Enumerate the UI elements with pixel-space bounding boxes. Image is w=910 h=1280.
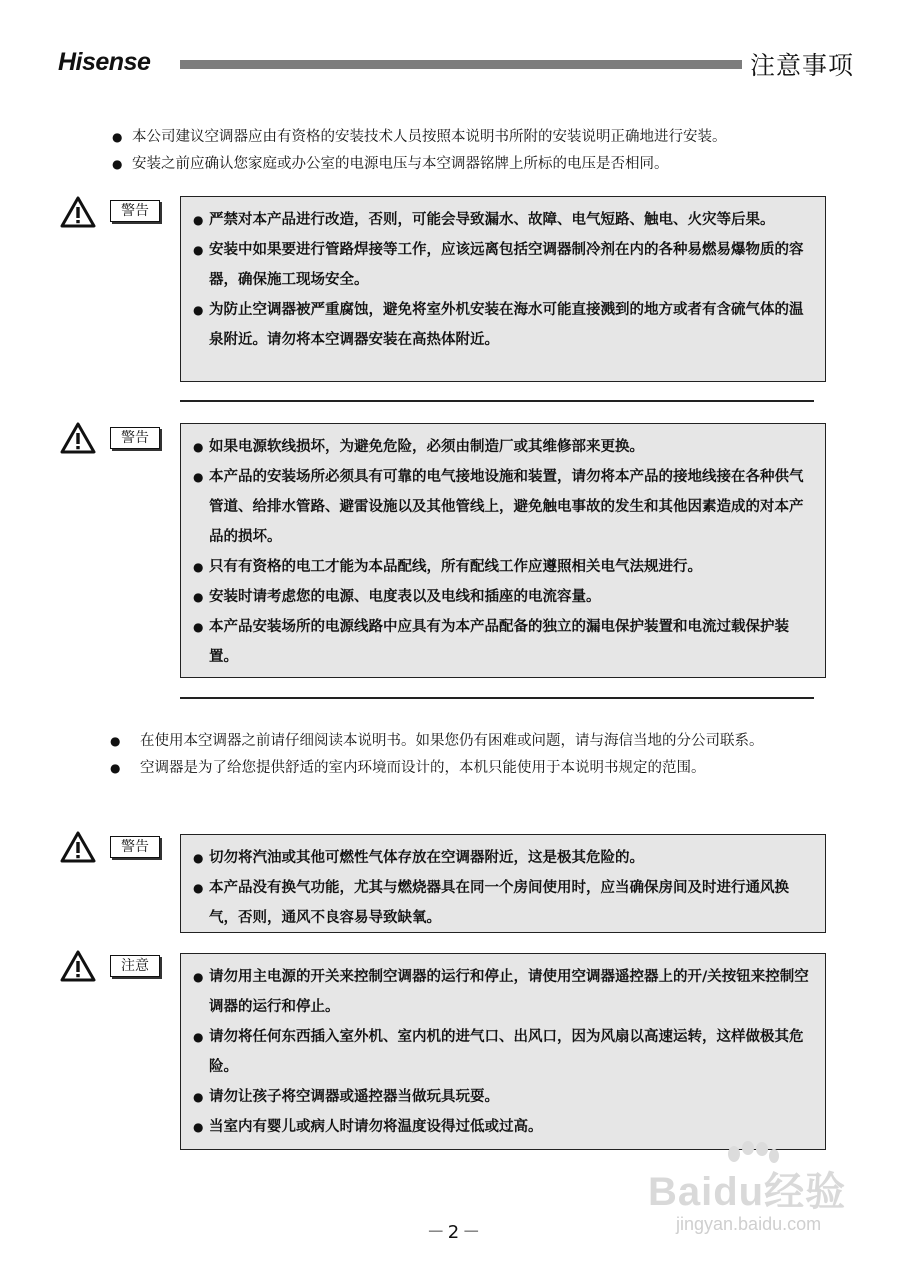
warning-item: ● 严禁对本产品进行改造，否则，可能会导致漏水、故障、电气短路、触电、火灾等后果。 <box>193 205 813 235</box>
intro-item: ● 空调器是为了给您提供舒适的室内环境而设计的，本机只能使用于本说明书规定的范围。 <box>110 755 830 782</box>
caution-triangle-icon <box>60 950 96 982</box>
watermark-url: jingyan.baidu.com <box>676 1214 822 1234</box>
warning-box-3 <box>180 834 826 933</box>
brand-logo: Hisense <box>58 48 151 76</box>
warning-item: ● 本产品没有换气功能，尤其与燃烧器具在同一个房间使用时，应当确保房间及时进行通风换气，否则，通风不良容易导致缺氧。 <box>193 873 813 933</box>
caution-item: ● 请勿用主电源的开关来控制空调器的运行和停止，请使用空调器遥控器上的开/关按钮来控制空调器的运行和停止。 <box>193 962 813 1022</box>
warning-item: ● 安装时请考虑您的电源、电度表以及电线和插座的电流容量。 <box>193 582 813 612</box>
warning-item: ● 安装中如果要进行管路焊接等工作，应该远离包括空调器制冷剂在内的各种易燃易爆物质的容器，确保施工现场安全。 <box>193 235 813 295</box>
warning-label: 警告 <box>110 200 160 222</box>
caution-item: ● 请勿让孩子将空调器或遥控器当做玩具玩耍。 <box>193 1082 813 1112</box>
warning-item: ● 只有有资格的电工才能为本品配线，所有配线工作应遵照相关电气法规进行。 <box>193 552 813 582</box>
warning-item: ● 如果电源软线损坏，为避免危险，必须由制造厂或其维修部来更换。 <box>193 432 813 462</box>
watermark-brand: Baidu经验 <box>648 1170 847 1214</box>
warning-triangle-icon <box>60 422 96 454</box>
warning-triangle-icon <box>60 831 96 863</box>
warning-item: ● 为防止空调器被严重腐蚀，避免将室外机安装在海水可能直接溅到的地方或者有含硫气体的温泉附近。请勿将本空调器安装在高热体附近。 <box>193 295 813 355</box>
caution-item: ● 请勿将任何东西插入室外机、室内机的进气口、出风口，因为风扇以高速运转，这样做极其危险。 <box>193 1022 813 1082</box>
warning-item: ● 本产品安装场所的电源线路中应具有为本产品配备的独立的漏电保护装置和电流过载保护装置。 <box>193 612 813 672</box>
warning-label: 警告 <box>110 836 160 858</box>
section-divider <box>180 400 814 402</box>
warning-label: 警告 <box>110 427 160 449</box>
intro-list-2 <box>110 728 830 782</box>
header-rule <box>180 60 742 69</box>
page-number: －2－ <box>426 1222 484 1243</box>
warning-box-1 <box>180 196 826 382</box>
warning-item: ● 切勿将汽油或其他可燃性气体存放在空调器附近，这是极其危险的。 <box>193 843 813 873</box>
warning-box-2 <box>180 423 826 678</box>
warning-item: ● 本产品的安装场所必须具有可靠的电气接地设施和装置，请勿将本产品的接地线接在各种供气管道、给排水管路、避雷设施以及其他管线上，避免触电事故的发生和其他因素造成的对本产品的损坏。 <box>193 462 813 552</box>
page-title: 注意事项 <box>750 51 855 80</box>
caution-label: 注意 <box>110 955 160 977</box>
section-divider <box>180 697 814 699</box>
caution-box <box>180 953 826 1150</box>
caution-item: ● 当室内有婴儿或病人时请勿将温度设得过低或过高。 <box>193 1112 813 1142</box>
intro-item: ● 在使用本空调器之前请仔细阅读本说明书。如果您仍有困难或问题，请与海信当地的分公司联系。 <box>110 728 830 755</box>
intro-item: ● 本公司建议空调器应由有资格的安装技术人员按照本说明书所附的安装说明正确地进行安装。 <box>110 124 850 151</box>
warning-triangle-icon <box>60 196 96 228</box>
intro-list-1 <box>110 124 850 178</box>
intro-item: ● 安装之前应确认您家庭或办公室的电源电压与本空调器铭牌上所标的电压是否相同。 <box>110 151 850 178</box>
